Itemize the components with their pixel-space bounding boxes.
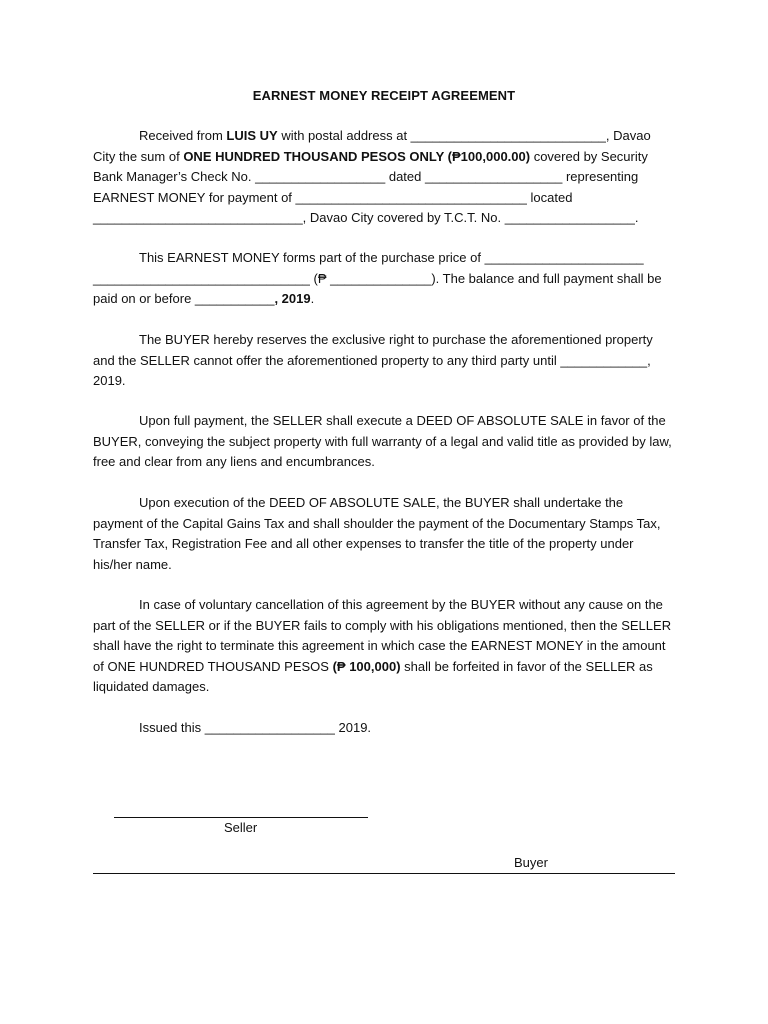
buyer-signature-line [93, 873, 675, 874]
payer-name: LUIS UY [226, 128, 278, 143]
paragraph-cancellation: In case of voluntary cancellation of this agreement by the BUYER without any cause on the part of the SELLER or if the BUYER fails to comply with his obligations mentioned, then the SELLER shall have the right to terminate this agreement in which case the EARNEST MONEY in the amount of ONE HUNDRED THOUSAND PESOS (₱ 100,000) shall be forfeited in favor of the SELLER as liquidated damages. [93, 597, 672, 695]
paragraph-purchase-price: This EARNEST MONEY forms part of the purchase price of ______________________ ______________________________ (₱ ______________). The balance and full payment shall be paid on or before ___________, 2019. [93, 250, 662, 307]
year-text: , 2019 [274, 291, 311, 307]
paragraph-reservation: The BUYER hereby reserves the exclusive right to purchase the aforementioned property and the SELLER cannot offer the aforementioned property to any third party until ____________, 2019. [93, 332, 653, 389]
forfeit-amount: (₱ 100,000) [332, 658, 401, 674]
paragraph-full-payment: Upon full payment, the SELLER shall execute a DEED OF ABSOLUTE SALE in favor of the BUYER, conveying the subject property with full warranty of a legal and valid title as provided by law, free and clear from any liens and encumbrances. [93, 413, 672, 470]
seller-signature-line [114, 817, 368, 818]
document-title: EARNEST MONEY RECEIPT AGREEMENT [252, 88, 516, 103]
buyer-label: Buyer [514, 855, 548, 870]
paragraph-receipt: Received from LUIS UY with postal address at ___________________________, Davao City the sum of ONE HUNDRED THOUSAND PESOS ONLY (₱100,000.00) covered by Security Bank Manager’s Check No. __________________ dated ___________________ representing EARNEST MONEY for payment of ________________________________ located _____________________________, Davao City covered by T.C.T. No. __________________. [93, 128, 651, 226]
seller-label: Seller [224, 820, 258, 835]
amount-text: ONE HUNDRED THOUSAND PESOS ONLY (₱100,000.00) [183, 148, 531, 164]
paragraph-issued: Issued this __________________ 2019. [139, 720, 372, 735]
paragraph-taxes: Upon execution of the DEED OF ABSOLUTE SALE, the BUYER shall undertake the payment of the Capital Gains Tax and shall shoulder the payment of the Documentary Stamps Tax, Transfer Tax, Registration Fee and all other expenses to transfer the title of the property under his/her name. [93, 495, 661, 572]
